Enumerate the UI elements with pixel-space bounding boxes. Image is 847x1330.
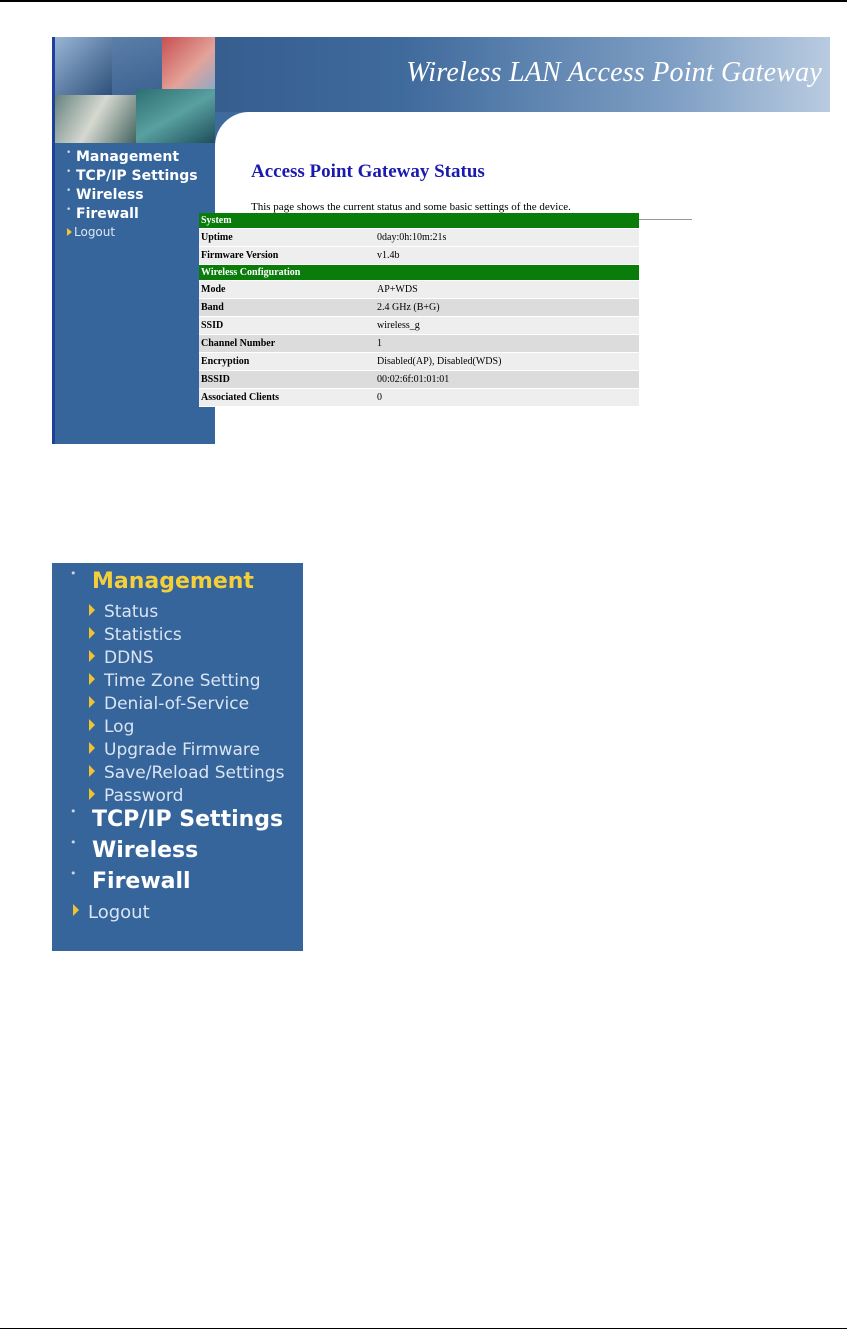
table-section-header: System [199,213,639,229]
page-description: This page shows the current status and some basic settings of the device. [251,201,571,213]
nav-label: Wireless [92,838,199,863]
nav-sub-status[interactable] [88,600,284,623]
nav-management[interactable] [66,149,198,168]
nav-wireless[interactable] [66,187,198,206]
table-row: Associated Clients 0 [199,389,639,407]
arrow-right-icon [88,695,104,713]
nav-sub-save-reload[interactable] [88,761,284,784]
nav-sub-time-zone[interactable] [88,669,284,692]
nav-label: Management [76,149,180,165]
nav-tcpip-settings[interactable] [70,807,284,838]
nav-sub-denial-of-service[interactable] [88,692,284,715]
nav-sub-log[interactable] [88,715,284,738]
arrow-right-icon [88,787,104,805]
page-top-rule [0,0,847,2]
table-row: SSID wireless_g [199,317,639,335]
arrow-right-icon [72,903,88,923]
nav-tcpip-settings[interactable] [66,168,198,187]
expanded-sidebar-nav [70,569,284,926]
nav-sub-password[interactable] [88,784,284,807]
nav-label: Logout [88,902,150,923]
nav-management[interactable] [70,569,284,600]
nav-label: TCP/IP Settings [92,807,284,832]
management-menu-screenshot [52,563,303,951]
bullet-icon: • [70,867,77,880]
nav-label: Firewall [92,869,191,894]
nav-label: Management [92,569,254,594]
main-content [251,161,691,220]
nav-wireless[interactable] [70,838,284,869]
sidebar-nav [66,149,198,244]
arrow-right-icon [88,649,104,667]
page-bottom-rule [0,1328,847,1329]
nav-label: DDNS [104,647,154,668]
nav-label: Statistics [104,624,182,645]
bullet-icon: • [70,836,77,849]
arrow-right-icon [88,626,104,644]
banner-photo-collage [52,37,215,143]
table-row: Firmware Version v1.4b [199,247,639,265]
table-row: Band 2.4 GHz (B+G) [199,299,639,317]
bullet-icon: • [66,205,72,215]
nav-label: Time Zone Setting [104,670,261,691]
arrow-right-icon [66,225,74,239]
nav-label: TCP/IP Settings [76,168,198,184]
banner-title: Wireless LAN Access Point Gateway [406,57,822,88]
arrow-right-icon [88,718,104,736]
nav-label: Upgrade Firmware [104,739,260,760]
table-row: BSSID 00:02:6f:01:01:01 [199,371,639,389]
nav-label: Status [104,601,159,622]
nav-label: Log [104,716,135,737]
nav-label: Password [104,785,184,806]
nav-firewall[interactable] [66,206,198,225]
arrow-right-icon [88,741,104,759]
nav-label: Firewall [76,206,139,222]
nav-sub-statistics[interactable] [88,623,284,646]
bullet-icon: • [66,167,72,177]
bullet-icon: • [66,186,72,196]
table-section-header: Wireless Configuration [199,265,639,281]
nav-sub-ddns[interactable] [88,646,284,669]
nav-logout[interactable] [72,900,284,926]
table-row: Uptime 0day:0h:10m:21s [199,229,639,247]
bullet-icon: • [66,148,72,158]
nav-label: Wireless [76,187,144,203]
page-title: Access Point Gateway Status [251,161,485,182]
nav-logout[interactable] [66,225,198,244]
nav-label: Save/Reload Settings [104,762,285,783]
table-row: Mode AP+WDS [199,281,639,299]
nav-firewall[interactable] [70,869,284,900]
nav-label: Denial-of-Service [104,693,250,714]
arrow-right-icon [88,603,104,621]
status-table [199,213,639,407]
bullet-icon: • [70,567,77,580]
nav-sub-upgrade-firmware[interactable] [88,738,284,761]
arrow-right-icon [88,764,104,782]
nav-label: Logout [74,225,116,239]
table-row: Channel Number 1 [199,335,639,353]
table-row: Encryption Disabled(AP), Disabled(WDS) [199,353,639,371]
arrow-right-icon [88,672,104,690]
bullet-icon: • [70,805,77,818]
